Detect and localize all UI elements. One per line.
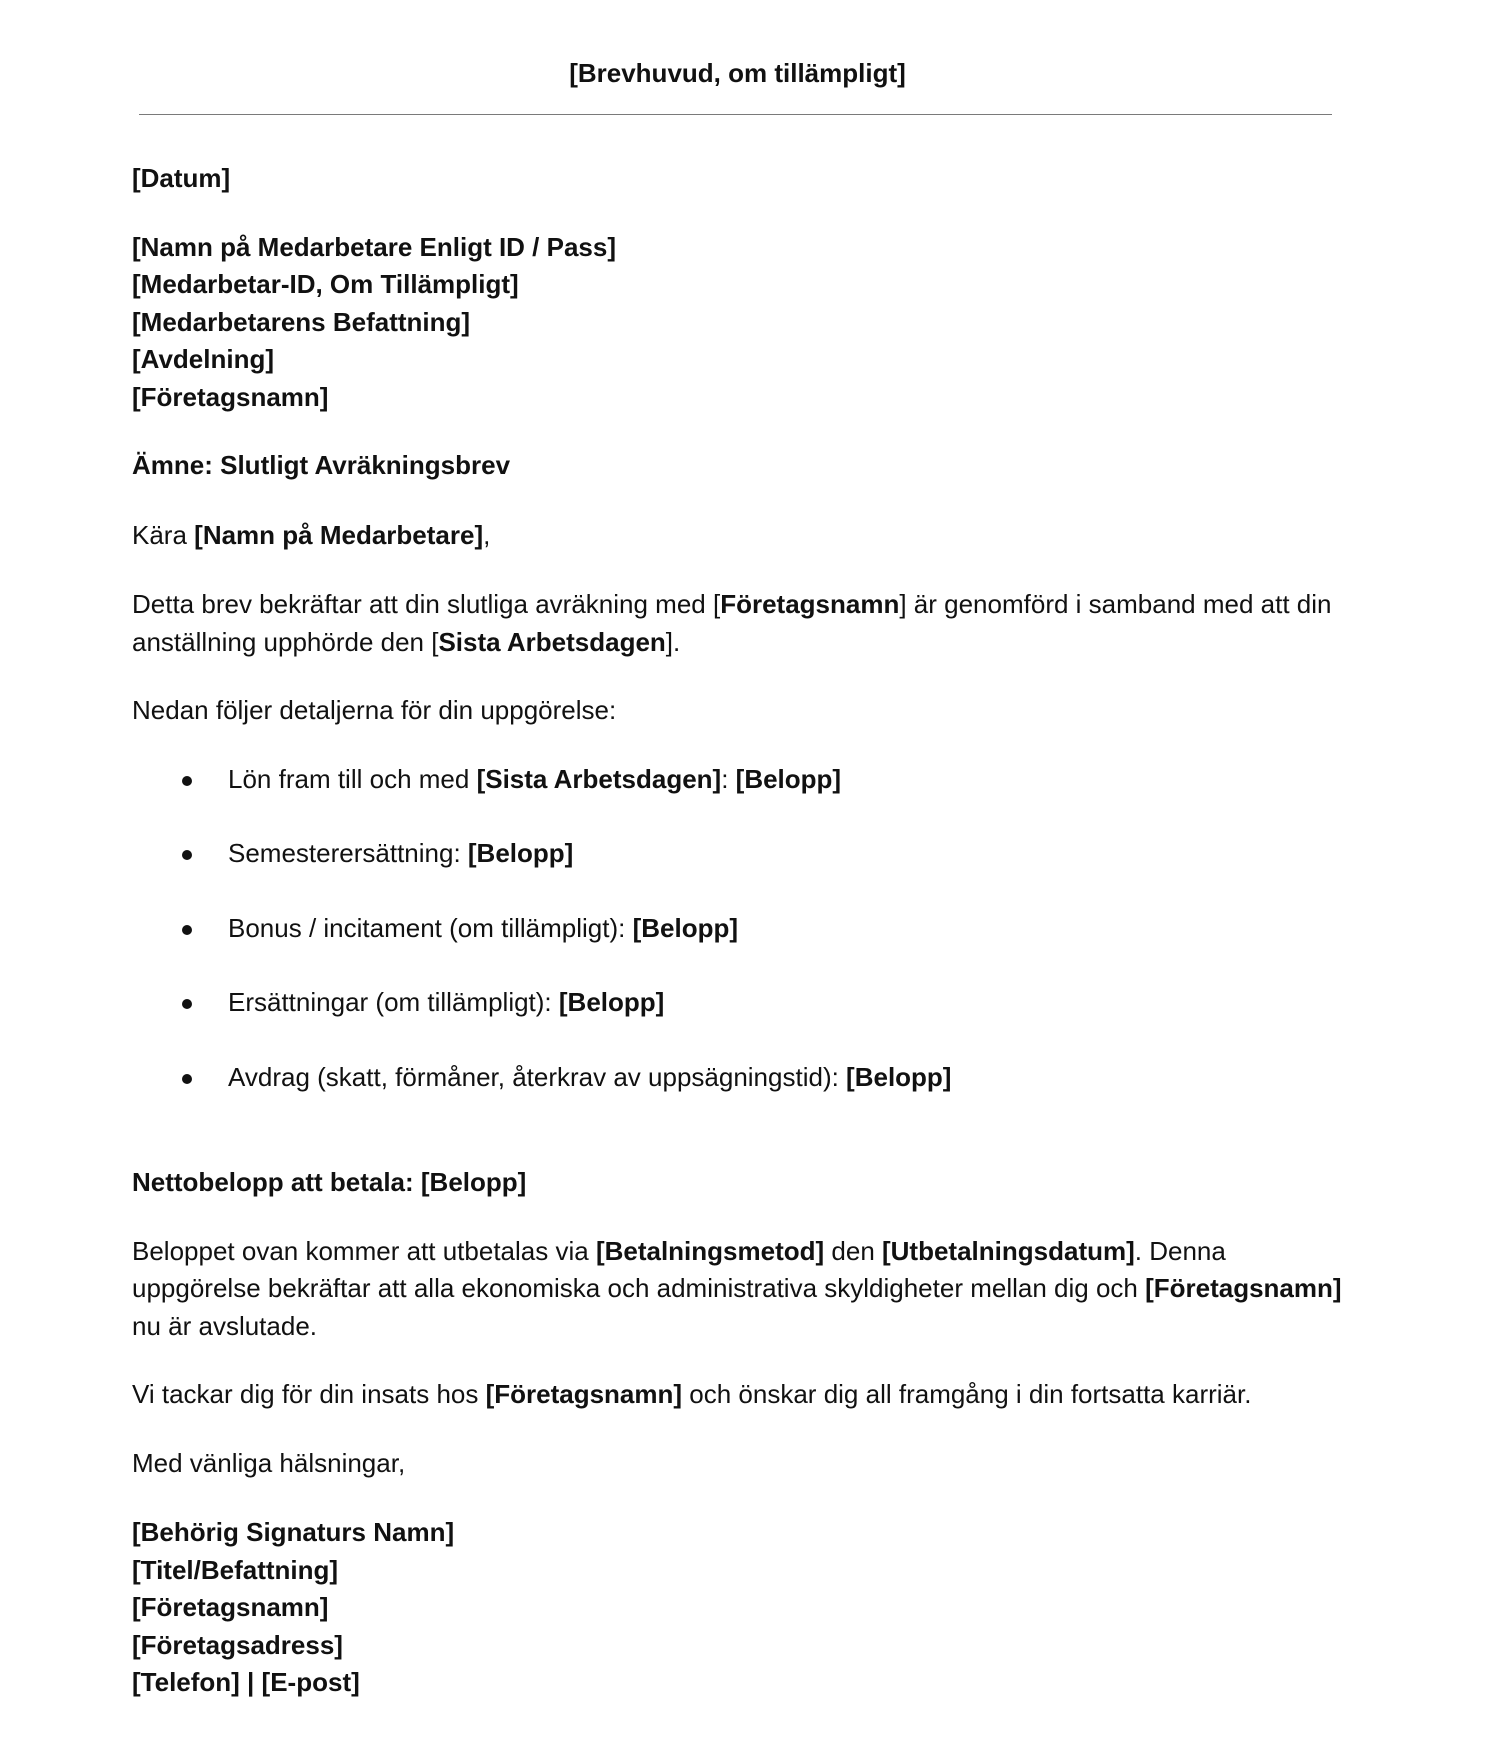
intro-last-day: Sista Arbetsdagen (438, 626, 666, 657)
item-amount: [Belopp] (467, 838, 574, 868)
thanks-company: [Företagsnamn] (485, 1379, 683, 1409)
item-label: Semesterersättning: (228, 838, 468, 868)
item-label: Lön fram till och med (228, 763, 477, 794)
intro-text: ]. (665, 626, 681, 657)
payment-text: Beloppet ovan kommer att utbetalas via (132, 1235, 596, 1266)
settlement-item (132, 1059, 1352, 1097)
item-amount: [Belopp] (632, 912, 739, 943)
payment-paragraph (132, 1233, 1352, 1346)
item-amount: [Belopp] (558, 987, 665, 1017)
item-separator: : (721, 763, 736, 794)
payment-text: den (824, 1235, 882, 1266)
contact-info: [Telefon] | [E-post] (132, 1667, 360, 1697)
item-label: Ersättningar (om tillämpligt): (228, 987, 559, 1017)
bullet-icon (182, 925, 192, 935)
item-label: Bonus / incitament (om tillämpligt): (228, 912, 633, 943)
payment-company: [Företagsnamn] (1145, 1273, 1342, 1303)
item-label: Avdrag (skatt, förmåner, återkrav av uppsägningstid): (228, 1061, 847, 1092)
header-divider (139, 114, 1332, 115)
greeting-suffix: , (483, 519, 491, 550)
recipient-name: [Namn på Medarbetare Enligt ID / Pass] (132, 231, 617, 262)
signatory-company: [Företagsnamn] (132, 1592, 329, 1622)
settlement-items (132, 761, 1352, 1097)
settlement-item (132, 761, 1352, 799)
settlement-lead: Nedan följer detaljerna för din uppgörelse: (132, 695, 617, 725)
company-address: [Företagsadress] (132, 1629, 343, 1660)
intro-text: Detta brev bekräftar att din slutliga avräkning med [ (132, 589, 721, 619)
payment-method: [Betalningsmetod] (595, 1235, 825, 1266)
greeting-prefix: Kära (132, 519, 195, 550)
recipient-department: [Avdelning] (132, 344, 275, 374)
settlement-item (132, 910, 1352, 948)
signature-block (132, 1514, 1352, 1702)
greeting (132, 517, 1352, 555)
net-amount: Nettobelopp att betala: [Belopp] (132, 1167, 527, 1197)
intro-paragraph (132, 586, 1352, 661)
recipient-company: [Företagsnamn] (132, 381, 329, 412)
settlement-item (132, 984, 1352, 1022)
closing: Med vänliga hälsningar, (132, 1447, 406, 1478)
payment-text: nu är avslutade. (132, 1310, 318, 1341)
greeting-name: [Namn på Medarbetare] (194, 519, 484, 550)
item-last-day: [Sista Arbetsdagen] (476, 763, 722, 794)
thanks-text: Vi tackar dig för din insats hos (132, 1379, 486, 1409)
recipient-block (132, 229, 1352, 417)
intro-text: ] är genomförd i samband med att din anställning upphörde den [ (132, 589, 1332, 657)
bullet-icon (182, 1074, 192, 1084)
subject-line: Ämne: Slutligt Avräkningsbrev (132, 450, 511, 480)
signatory-title: [Titel/Befattning] (132, 1554, 339, 1585)
thanks-paragraph (132, 1376, 1352, 1414)
thanks-text: och önskar dig all framgång i din fortsatta karriär. (682, 1379, 1252, 1409)
settlement-item (132, 835, 1352, 873)
recipient-position: [Medarbetarens Befattning] (132, 306, 471, 337)
recipient-employee-id: [Medarbetar-ID, Om Tillämpligt] (132, 269, 519, 299)
intro-company: Företagsnamn (720, 589, 900, 619)
item-amount: [Belopp] (735, 763, 842, 794)
letterhead: [Brevhuvud, om tillämpligt] (569, 58, 906, 88)
bullet-icon (182, 776, 192, 786)
signatory-name: [Behörig Signaturs Namn] (132, 1517, 455, 1547)
payment-date: [Utbetalningsdatum] (882, 1235, 1135, 1266)
bullet-icon (182, 999, 192, 1009)
item-amount: [Belopp] (846, 1061, 952, 1092)
letter-date: [Datum] (132, 163, 231, 193)
bullet-icon (182, 850, 192, 860)
letter-body (132, 160, 1352, 1702)
payment-text: . Denna uppgörelse bekräftar att alla ekonomiska och administrativa skyldigheter mellan dig och (132, 1235, 1226, 1303)
